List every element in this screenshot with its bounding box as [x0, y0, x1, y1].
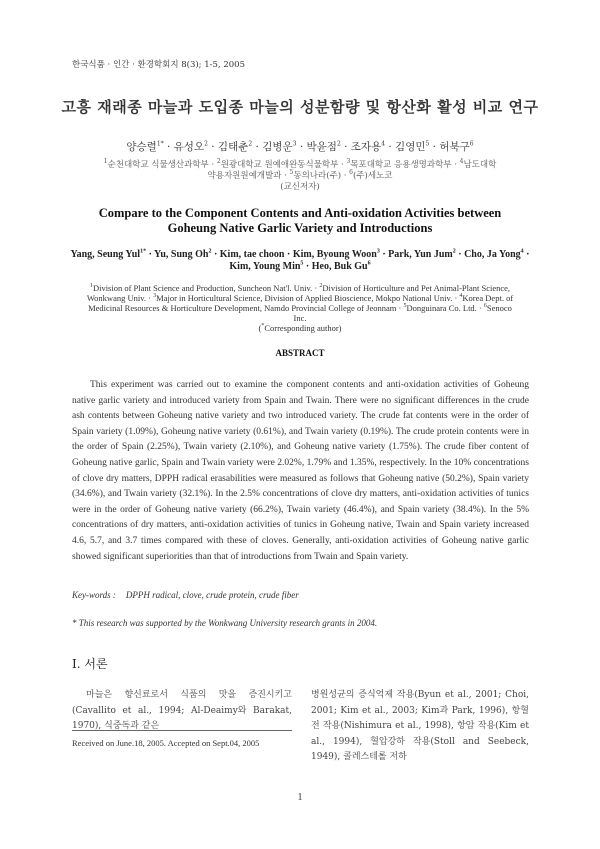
english-affiliations [40, 283, 560, 333]
english-authors-line: Kim, Young Min$^5$ · Heo, Buk Gu$^6$ [229, 260, 371, 272]
body-right-column: 병원성균의 증식억제 작용(Byun et al., 2001; Choi, 2001; Kim et al., 2003; Kim과 Park, 1996), 항혈전 작용(Nishimura et al., 1998), 항암 작용(Kim et al., 1994), 혈압강하 작용(Stoll and Seebeck, 1949), 콜레스테롤 저하 [311, 690, 529, 762]
english-affiliation-line: Wonkwang Univ. · $^3$Major in Horticultural Science, Division of Applied Bioscience, Mokpo National Univ. · $^4$Korea Dept. of [86, 293, 514, 303]
korean-affiliation-line: $^1$순천대학교 식물생산과학부 · $^2$원광대학교 원예애완동식물학부 · $^3$목포대학교 응용생명과학부 · $^4$남도대학 [103, 158, 497, 170]
english-affiliation-line: Inc. [293, 313, 307, 323]
english-title-line: Compare to the Component Contents and Anti-oxidation Activities between [98, 206, 502, 220]
abstract-heading: ABSTRACT [275, 348, 325, 358]
funding-note: * This research was supported by the Wonkwang University research grants in 2004. [72, 618, 378, 628]
korean-affiliation-line: 약용자원원예개발과 · $^5$동의나라(주) · $^6$(주)세노코 [207, 169, 393, 181]
english-affiliation-line: (*Corresponding author) [258, 323, 342, 333]
english-title-line: Goheung Native Garlic Variety and Introductions [167, 221, 433, 235]
korean-title: 고흥 재래종 마늘과 도입종 마늘의 성분함량 및 항산화 활성 비교 연구 [61, 98, 539, 116]
english-title [40, 206, 560, 236]
page-number: 1 [297, 792, 303, 803]
korean-authors: 양승렬$^{1*}$ · 유성오$^2$ · 김태춘$^2$ · 김병운$^3$ · 박윤점$^2$ · 조자용$^4$ · 김영민$^5$ · 허북구$^6$ [126, 140, 474, 153]
body-left-column: 마늘은 향신료로서 식품의 맛을 증진시키고(Cavallito et al., 1994; Al-Deaimy와 Barakat, 1970), 식중독과 같은 [72, 690, 292, 731]
received-note: Received on June.18, 2005. Accepted on Sept.04, 2005 [72, 738, 260, 748]
english-affiliation-line: $^1$Division of Plant Science and Production, Suncheon Nat'l. Univ. · $^2$Division of Horticulture and Pet Animal-Plant Science, [89, 283, 511, 293]
english-affiliation-line: Medicinal Resources & Horticulture Development, Namdo Provincial College of Jeonnam · $^5$Donguinara Co. Ltd. · $^6$Senoco [88, 303, 512, 313]
abstract-body: This experiment was carried out to examine the component contents and anti-oxidation activities of Goheung native garlic variety and introduced variety from Spain and Twain. There were no significant differences in the crude ash contents between Goheung native variety and two introduced variety. The crude fat contents were in the order of Spain variety (1.09%), Goheung native variety (0.61%), and Twain variety (0.19%). The crude protein contents were in the order of Spain (2.25%), Twain variety (2.10%), and Goheung native variety (1.75%). The crude fiber content of Goheung native garlic, Spain and Twain variety were 2.02%, 1.79% and 1.35%, respectively. In the 10% concentrations of clove dry matters, DPPH radical erasabilities were measured as follows that Goheung native (50.2%), Spain variety (34.6%), and Twain variety (32.1%). In the 2.5% concentrations of clove dry matters, anti-oxidation activities of tunics were in the order of Goheung native variety (66.2%), Twain variety (46.4%), and Spain variety (38.4%). In the 5% concentrations of dry matters, anti-oxidation activities of tunics in Goheung native, Twain and Spain variety increased 4.6, 5.7, and 3.7 times compared with these of cloves. Generally, anti-oxidation activities of Goheung native garlic showed significant superiorities than that of introductions from Twain and Spain variety. [72, 380, 529, 562]
english-authors [40, 249, 560, 273]
english-authors-line: Yang, Seung Yul$^{1*}$ · Yu, Sung $Oh^2$ · Kim, tae choon · Kim, Byoung Woon$^3$ · Park, Yun Jum$^2$ · Cho, Ja Yong$^4$ · [70, 248, 530, 260]
keywords-value: DPPH radical, clove, crude protein, crude fiber [125, 590, 299, 600]
footnote-rule [72, 730, 292, 731]
korean-affiliations [40, 160, 560, 193]
keywords-label: Key-words : [72, 590, 116, 600]
journal-header: 한국식품 · 인간 · 환경학회지 8(3); 1-5, 2005 [72, 60, 245, 70]
korean-affiliation-line: (교신저자) [280, 182, 320, 192]
section-heading: Ⅰ. 서론 [72, 657, 108, 671]
keywords [72, 590, 299, 600]
